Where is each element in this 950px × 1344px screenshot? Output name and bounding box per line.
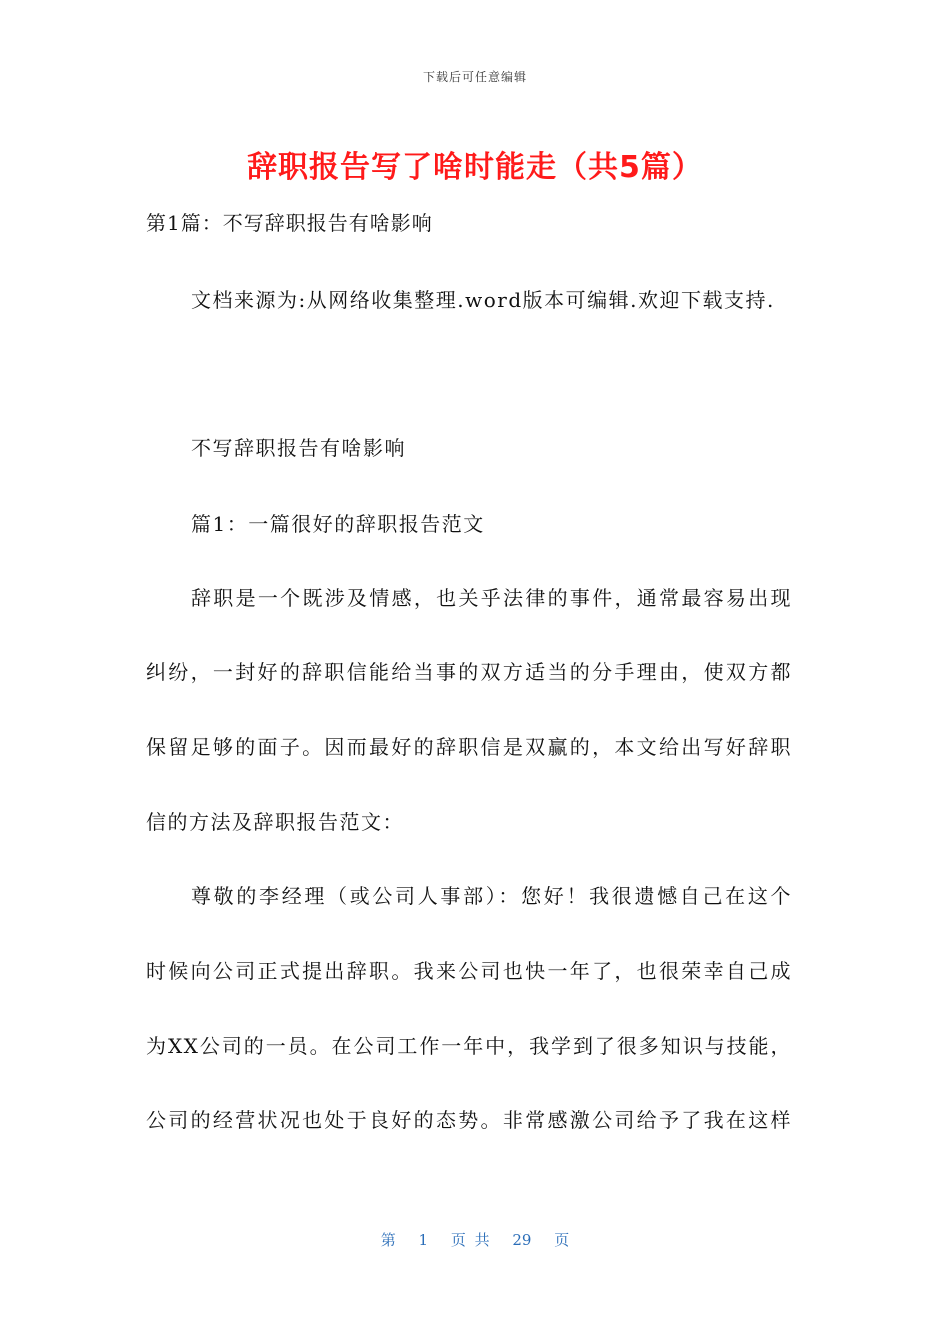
paragraph-line: 时候向公司正式提出辞职。我来公司也快一年了，也很荣幸自己成 [146, 959, 792, 983]
paragraph-line: 辞职是一个既涉及情感，也关乎法律的事件，通常最容易出现 [191, 586, 792, 610]
paragraph-line: 为XX公司的一员。在公司工作一年中，我学到了很多知识与技能， [146, 1034, 792, 1058]
footer-prefix: 第 [380, 1231, 396, 1249]
article-heading: 篇1：一篇很好的辞职报告范文 [191, 512, 485, 536]
document-title: 辞职报告写了啥时能走（共5篇） [247, 150, 703, 185]
source-note: 文档来源为:从网络收集整理.word版本可编辑.欢迎下载支持. [191, 288, 775, 312]
paragraph-line: 尊敬的李经理（或公司人事部）：您好！我很遗憾自己在这个 [191, 884, 792, 908]
page-header: 下载后可任意编辑 [422, 70, 527, 84]
paragraph-line: 纠纷，一封好的辞职信能给当事的双方适当的分手理由，使双方都 [146, 660, 792, 684]
section-heading: 第1篇：不写辞职报告有啥影响 [146, 211, 433, 235]
footer-page-number: 1 [418, 1231, 429, 1249]
subtitle: 不写辞职报告有啥影响 [191, 436, 406, 460]
page-footer [0, 1229, 950, 1250]
paragraph-line: 保留足够的面子。因而最好的辞职信是双赢的，本文给出写好辞职 [146, 735, 792, 759]
paragraph-line: 公司的经营状况也处于良好的态势。非常感激公司给予了我在这样 [146, 1108, 792, 1132]
footer-total-pages: 29 [512, 1231, 532, 1249]
paragraph-line: 信的方法及辞职报告范文： [146, 810, 404, 834]
footer-suffix: 页 [554, 1231, 570, 1249]
footer-middle: 页 共 [450, 1231, 490, 1249]
